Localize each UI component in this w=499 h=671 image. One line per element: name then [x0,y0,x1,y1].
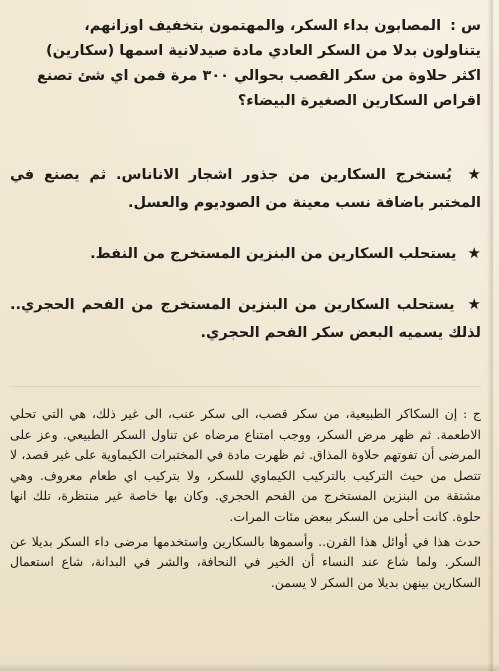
question-line-1 [10,14,481,39]
answer-block [10,404,481,593]
star-icon: ★ [467,165,481,183]
options-list [10,160,481,369]
question-line-4: اقراص السكارين الصغيرة البيضاء؟ [237,93,481,109]
option-1 [10,160,481,217]
question-line-3: اكثر حلاوة من سكر القصب بحوالي ٣٠٠ مرة فمن اي شئ تصنع [37,68,481,84]
option-2 [10,239,481,268]
section-divider [10,386,481,387]
answer-paragraph-2: حدث هذا في أوائل هذا القرن.. وأسموها بالسكارين واستخدمها مرضى داء السكر بديلا عن السكر. ولما شاع عند النساء أن الخير في النحافة، والشر في البدانة، شاع استعمال السكارين بينهن بديلا من السكر لا يسمن. [10,533,481,590]
page-spine-shadow [487,0,493,671]
option-1-text: يُستخرج السكارين من جذور اشجار الاناناس. ثم يصنع في المختبر باضافة نسب معينة من الصوديوم والعسل. [10,167,481,211]
star-icon: ★ [467,295,481,313]
question-prefix: س : [450,18,481,34]
page-bottom-shadow [0,663,499,671]
question-line-1-text: المصابون بداء السكر، والمهتمون بتخفيف اوزانهم، [84,18,442,34]
star-icon: ★ [467,244,481,262]
option-3 [10,290,481,347]
question-line-2: يتناولون بدلا من السكر العادي مادة صيدلانية اسمها (سكارين) [46,43,481,59]
question-block [10,14,481,114]
answer-paragraph-1: ج : إن السكاكر الطبيعية، من سكر قصب، الى سكر عنب، الى غير ذلك، هي التي تحلي الاطعمة. ثم ظهر مرض السكر، ووجب امتناع مرضاه عن تناول السكر الطبيعي. وعز على المرضى أن تفوتهم حلاوة المذاق. ثم ظهرت مادة في المختبرات الكيماوية على غير قصد، لا تتصل من حيث التركيب بالتركيب الكيماوي للسكر، ولا بتركيب اي طعام معروف. وهي مشتقة من البنزين المستخرج من الفحم الحجري. وكان بها خاصة غير منتظرة، تلك انها حلوة. كانت أحلى من السكر ببعض مئات المرات. [10,406,481,524]
option-2-text: يستحلب السكارين من البنزين المستخرج من النفط. [90,246,457,262]
option-3-text: يستحلب السكارين من البنزين المستخرج من الفحم الحجري.. لذلك يسميه البعض سكر الفحم الحجري. [10,297,481,341]
